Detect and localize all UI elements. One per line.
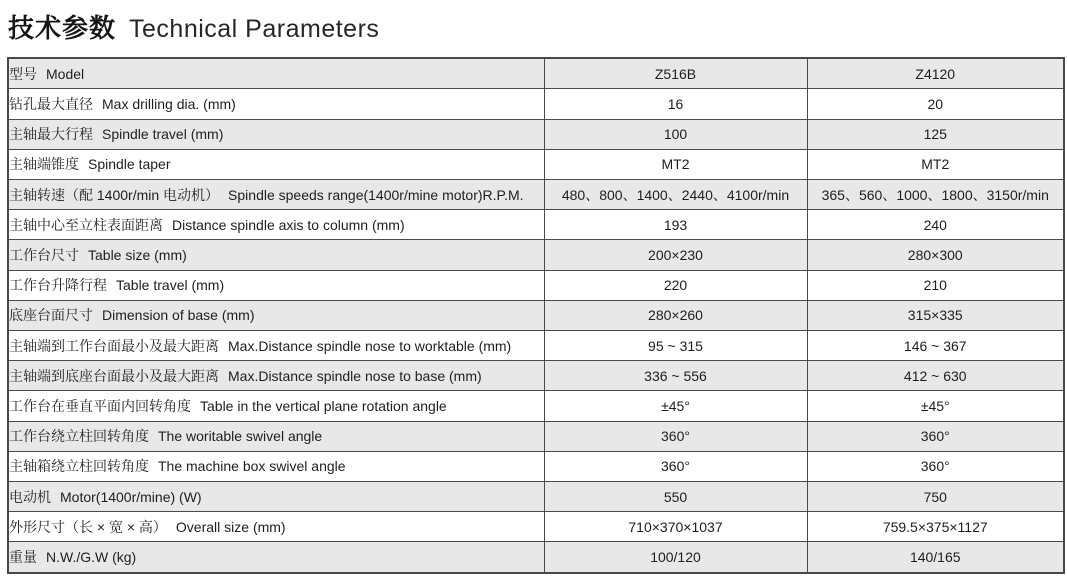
parameter-label-en: The woritable swivel angle — [158, 428, 323, 445]
value-z516b: 550 — [544, 482, 807, 512]
table-row — [8, 451, 1064, 481]
value-z516b: 480、800、1400、2440、4100r/min — [544, 180, 807, 210]
parameter-label-zh: 电动机 — [9, 488, 51, 505]
parameter-label-zh: 主轴箱绕立柱回转角度 — [9, 458, 149, 475]
parameter-label-zh: 工作台尺寸 — [9, 247, 79, 264]
value-z516b: 95 ~ 315 — [544, 331, 807, 361]
value-z4120: 750 — [807, 482, 1064, 512]
parameter-label-cell — [8, 482, 544, 512]
value-z4120: 280×300 — [807, 240, 1064, 270]
value-z516b: 360° — [544, 451, 807, 481]
value-z4120: 759.5×375×1127 — [807, 512, 1064, 542]
value-z4120: 20 — [807, 89, 1064, 119]
table-row — [8, 542, 1064, 573]
value-z516b: 100/120 — [544, 542, 807, 573]
parameter-label-en: The machine box swivel angle — [158, 458, 346, 475]
parameter-label-cell — [8, 300, 544, 330]
parameter-label-zh: 主轴端锥度 — [9, 156, 79, 173]
parameter-label-cell — [8, 149, 544, 179]
parameter-label-en: Distance spindle axis to column (mm) — [172, 216, 405, 233]
value-z516b: 336 ~ 556 — [544, 361, 807, 391]
value-z4120: 140/165 — [807, 542, 1064, 573]
value-z4120: 146 ~ 367 — [807, 331, 1064, 361]
parameter-label-en: Table in the vertical plane rotation angle — [200, 398, 447, 415]
parameter-label-cell — [8, 89, 544, 119]
page-title-zh: 技术参数 — [8, 13, 117, 43]
value-z516b: 280×260 — [544, 300, 807, 330]
parameter-label-en: Dimension of base (mm) — [102, 307, 255, 324]
parameter-label-en: Spindle taper — [88, 156, 171, 173]
parameter-label-cell — [8, 119, 544, 149]
parameter-label-en: Max.Distance spindle nose to base (mm) — [228, 367, 482, 384]
parameter-label-en: Table size (mm) — [88, 247, 187, 264]
table-row — [8, 482, 1064, 512]
table-row — [8, 270, 1064, 300]
value-z516b: MT2 — [544, 149, 807, 179]
page-title — [8, 8, 379, 45]
value-z516b: 16 — [544, 89, 807, 119]
value-z4120: ±45° — [807, 391, 1064, 421]
value-z4120: 360° — [807, 421, 1064, 451]
parameter-label-zh: 工作台升降行程 — [9, 277, 107, 294]
value-z516b: ±45° — [544, 391, 807, 421]
value-z4120: 240 — [807, 210, 1064, 240]
value-z516b: 100 — [544, 119, 807, 149]
value-z516b: 200×230 — [544, 240, 807, 270]
table-row — [8, 149, 1064, 179]
table-row — [8, 58, 1064, 89]
parameter-label-en: N.W./G.W (kg) — [46, 549, 137, 566]
parameter-label-zh: 底座台面尺寸 — [9, 307, 93, 324]
table-row — [8, 391, 1064, 421]
parameter-label-zh: 主轴端到底座台面最小及最大距离 — [9, 367, 219, 384]
parameter-label-cell — [8, 512, 544, 542]
table-row — [8, 361, 1064, 391]
parameter-label-en: Overall size (mm) — [175, 518, 286, 535]
parameter-label-en: Spindle speeds range(1400r/mine motor)R.P.M. — [228, 186, 524, 203]
parameter-label-en: Max.Distance spindle nose to worktable (mm) — [228, 337, 512, 354]
parameter-label-zh: 型号 — [9, 65, 37, 82]
table-row — [8, 300, 1064, 330]
value-z4120: 125 — [807, 119, 1064, 149]
value-z4120: 365、560、1000、1800、3150r/min — [807, 180, 1064, 210]
table-row — [8, 421, 1064, 451]
value-z4120: 210 — [807, 270, 1064, 300]
parameter-label-cell — [8, 331, 544, 361]
parameter-label-cell — [8, 421, 544, 451]
parameter-label-zh: 钻孔最大直径 — [9, 96, 93, 113]
value-z516b: 710×370×1037 — [544, 512, 807, 542]
parameter-label-zh: 外形尺寸（长 × 宽 × 高） — [9, 518, 167, 535]
parameter-label-en: Max drilling dia. (mm) — [102, 96, 236, 113]
table-row — [8, 180, 1064, 210]
parameter-label-en: Model — [46, 65, 85, 82]
parameter-label-cell — [8, 58, 544, 89]
parameter-label-zh: 主轴转速（配 1400r/min 电动机） — [9, 186, 220, 203]
value-z4120: MT2 — [807, 149, 1064, 179]
parameter-label-cell — [8, 361, 544, 391]
parameter-label-cell — [8, 391, 544, 421]
parameter-label-en: Table travel (mm) — [116, 277, 225, 294]
value-z516b: 193 — [544, 210, 807, 240]
table-row — [8, 89, 1064, 119]
parameter-label-cell — [8, 542, 544, 573]
value-z4120: 412 ~ 630 — [807, 361, 1064, 391]
parameter-label-en: Spindle travel (mm) — [102, 126, 224, 143]
parameter-label-zh: 主轴最大行程 — [9, 126, 93, 143]
parameter-label-cell — [8, 180, 544, 210]
value-z4120: 360° — [807, 451, 1064, 481]
value-z516b: Z516B — [544, 58, 807, 89]
parameter-label-cell — [8, 270, 544, 300]
technical-parameters-table — [7, 57, 1065, 574]
parameter-label-zh: 工作台绕立柱回转角度 — [9, 428, 149, 445]
table-row — [8, 119, 1064, 149]
table-row — [8, 331, 1064, 361]
page-title-en: Technical Parameters — [129, 15, 380, 43]
value-z4120: 315×335 — [807, 300, 1064, 330]
parameter-label-zh: 工作台在垂直平面内回转角度 — [9, 398, 191, 415]
parameter-label-cell — [8, 451, 544, 481]
parameter-label-cell — [8, 240, 544, 270]
value-z516b: 220 — [544, 270, 807, 300]
parameter-label-zh: 主轴中心至立柱表面距离 — [9, 216, 163, 233]
table-row — [8, 240, 1064, 270]
value-z516b: 360° — [544, 421, 807, 451]
table-row — [8, 210, 1064, 240]
value-z4120: Z4120 — [807, 58, 1064, 89]
parameter-label-zh: 重量 — [9, 549, 37, 566]
table-row — [8, 512, 1064, 542]
parameter-label-zh: 主轴端到工作台面最小及最大距离 — [9, 337, 219, 354]
parameter-label-cell — [8, 210, 544, 240]
parameter-label-en: Motor(1400r/mine) (W) — [60, 488, 202, 505]
table-body — [8, 58, 1064, 573]
